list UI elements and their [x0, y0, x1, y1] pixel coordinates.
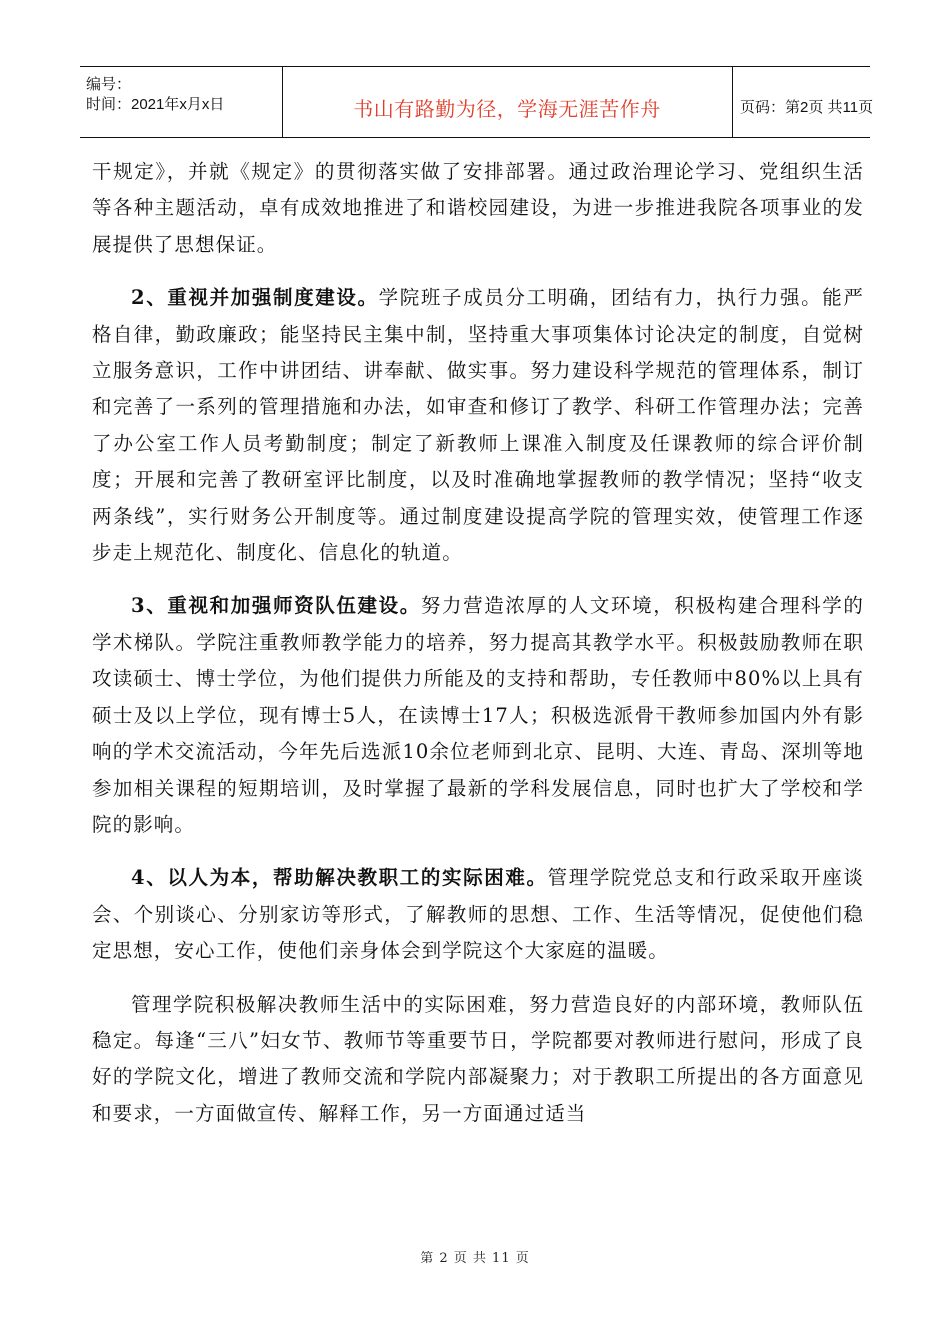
paragraph-2-heading: 2、重视并加强制度建设。: [131, 286, 379, 310]
paragraph-3-text: 努力营造浓厚的人文环境，积极构建合理科学的学术梯队。学院注重教师教学能力的培养，努力提高其教学水平。积极鼓励教师在职攻读硕士、博士学位，为他们提供力所能及的支持和帮助，专任教师中80%以上具有硕士及以上学位，现有博士5人，在读博士17人；积极选派骨干教师参加国内外有影响的学术交流活动，今年先后选派10余位老师到北京、昆明、大连、青岛、深圳等地参加相关课程的短期培训，及时掌握了最新的学科发展信息，同时也扩大了学校和学院的影响。: [92, 594, 865, 836]
header-meta: [80, 67, 283, 137]
page-header: [80, 66, 874, 138]
paragraph-4: [92, 860, 864, 969]
header-page-cell: [732, 67, 874, 137]
paragraph-4-text: 管理学院党总支和行政采取开座谈会、个别谈心、分别家访等形式，了解教师的思想、工作、生活等情况，促使他们稳定思想，安心工作，使他们亲身体会到学院这个大家庭的温暖。: [92, 866, 864, 963]
paragraph-1: [92, 154, 864, 263]
paragraph-5: [92, 987, 864, 1133]
time-label: 时间：2021年x月x日: [86, 96, 225, 113]
page-footer: 第 2 页 共 11 页: [420, 1251, 530, 1266]
document-body: [92, 154, 864, 1149]
paragraph-3-heading: 3、重视和加强师资队伍建设。: [131, 594, 421, 618]
number-label: 编号：: [86, 76, 132, 93]
paragraph-2-text: 学院班子成员分工明确，团结有力，执行力强。能严格自律，勤政廉政；能坚持民主集中制，坚持重大事项集体讨论决定的制度，自觉树立服务意识，工作中讲团结、讲奉献、做实事。努力建设科学规范的管理体系，制订和完善了一系列的管理措施和办法，如审查和修订了教学、科研工作管理办法；完善了办公室工作人员考勤制度；制定了新教师上课准入制度及任课教师的综合评价制度；开展和完善了教研室评比制度，以及时准确地掌握教师的教学情况；坚持“收支两条线”，实行财务公开制度等。通过制度建设提高学院的管理实效，使管理工作逐步走上规范化、制度化、信息化的轨道。: [92, 286, 864, 565]
paragraph-4-heading: 4、以人为本，帮助解决教职工的实际困难。: [131, 866, 548, 890]
motto-text: 书山有路勤为径，学海无涯苦作舟: [353, 97, 661, 121]
paragraph-2: [92, 280, 864, 571]
page-label: 页码：第2页 共11页: [740, 99, 874, 116]
paragraph-5-text: 管理学院积极解决教师生活中的实际困难，努力营造良好的内部环境，教师队伍稳定。每逢“三八”妇女节、教师节等重要节日，学院都要对教师进行慰问，形成了良好的学院文化，增进了教师交流和学院内部凝聚力；对于教职工所提出的各方面意见和要求，一方面做宣传、解释工作，另一方面通过适当: [92, 992, 864, 1125]
paragraph-3: [92, 588, 864, 843]
paragraph-1-text: 干规定》，并就《规定》的贯彻落实做了安排部署。通过政治理论学习、党组织生活等各种主题活动，卓有成效地推进了和谐校园建设，为进一步推进我院各项事业的发展提供了思想保证。: [92, 160, 864, 256]
header-motto-cell: [282, 67, 733, 137]
